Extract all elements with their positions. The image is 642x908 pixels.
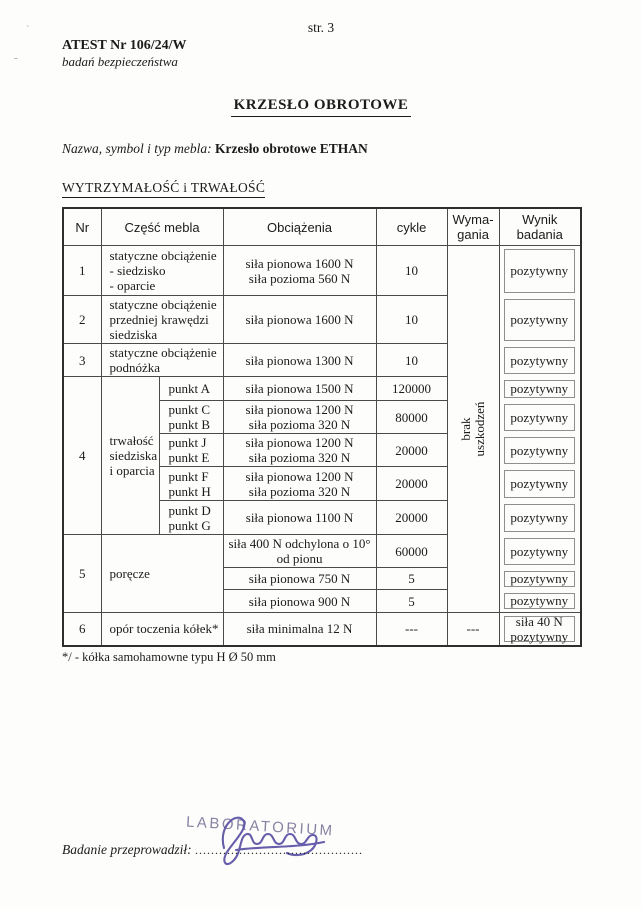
- result-box: pozytywny: [504, 538, 576, 565]
- row-number: 6: [63, 613, 101, 646]
- cycles-cell: 5: [376, 568, 447, 590]
- requirements-cell: ---: [447, 613, 499, 646]
- row-number: 5: [63, 535, 101, 613]
- cycles-cell: 5: [376, 590, 447, 613]
- col-header-nr: Nr: [63, 208, 101, 246]
- laboratory-stamp: LABORATORIUM: [185, 813, 336, 840]
- cycles-cell: 20000: [376, 434, 447, 467]
- load-cell: siła 400 N odchylona o 10° od pionu: [223, 535, 376, 568]
- result-box: pozytywny: [504, 571, 576, 587]
- result-cell: [499, 467, 581, 501]
- atest-header: [62, 38, 186, 70]
- part-cell: trwałość siedziska i oparcia: [101, 377, 159, 535]
- result-box: pozytywny: [504, 404, 576, 431]
- result-box: pozytywny: [504, 380, 576, 398]
- cycles-cell: 120000: [376, 377, 447, 401]
- scan-artifact: `: [26, 24, 30, 36]
- cycles-cell: 10: [376, 296, 447, 344]
- part-cell: poręcze: [101, 535, 223, 613]
- results-table-wrap: [62, 207, 582, 647]
- rotated-text: brak uszkodzeń: [458, 401, 488, 457]
- load-cell: siła pionowa 1200 N siła pozioma 320 N: [223, 434, 376, 467]
- col-header-result: Wynik badania: [499, 208, 581, 246]
- cycles-cell: 10: [376, 246, 447, 296]
- results-table: [62, 207, 582, 647]
- row-number: 4: [63, 377, 101, 535]
- result-box: pozytywny: [504, 437, 576, 464]
- result-box: pozytywny: [504, 249, 576, 293]
- cycles-cell: 20000: [376, 467, 447, 501]
- point-cell: punkt F punkt H: [159, 467, 223, 501]
- point-cell: punkt A: [159, 377, 223, 401]
- row-number: 3: [63, 344, 101, 377]
- furniture-name-value: Krzesło obrotowe ETHAN: [215, 141, 368, 156]
- point-cell: punkt D punkt G: [159, 501, 223, 535]
- load-cell: siła pionowa 750 N: [223, 568, 376, 590]
- title-row: [0, 96, 642, 117]
- part-cell: statyczne obciążenie podnóżka: [101, 344, 223, 377]
- result-cell: [499, 613, 581, 646]
- part-cell: statyczne obciążenie - siedzisko - oparcie: [101, 246, 223, 296]
- point-cell: punkt J punkt E: [159, 434, 223, 467]
- load-cell: siła pionowa 1600 N siła pozioma 560 N: [223, 246, 376, 296]
- cycles-cell: 80000: [376, 401, 447, 434]
- load-cell: siła pionowa 1200 N siła pozioma 320 N: [223, 401, 376, 434]
- result-cell: [499, 401, 581, 434]
- document-title: KRZESŁO OBROTOWE: [231, 97, 412, 117]
- cycles-cell: ---: [376, 613, 447, 646]
- signature-label: Badanie przeprowadził:: [62, 842, 195, 857]
- result-box: pozytywny: [504, 347, 576, 374]
- load-cell: siła pionowa 1200 N siła pozioma 320 N: [223, 467, 376, 501]
- row-number: 2: [63, 296, 101, 344]
- load-cell: siła pionowa 1300 N: [223, 344, 376, 377]
- load-cell: siła pionowa 1500 N: [223, 377, 376, 401]
- furniture-name-label: Nazwa, symbol i typ mebla:: [62, 141, 215, 156]
- part-cell: opór toczenia kółek*: [101, 613, 223, 646]
- result-box: pozytywny: [504, 470, 576, 498]
- cycles-cell: 60000: [376, 535, 447, 568]
- load-cell: siła pionowa 1100 N: [223, 501, 376, 535]
- cycles-cell: 20000: [376, 501, 447, 535]
- part-cell: statyczne obciążenie przedniej krawędzi siedziska: [101, 296, 223, 344]
- point-cell: punkt C punkt B: [159, 401, 223, 434]
- result-cell: [499, 590, 581, 613]
- result-cell: [499, 377, 581, 401]
- furniture-name-line: [62, 141, 368, 157]
- result-box: pozytywny: [504, 593, 576, 610]
- col-header-part: Część mebla: [101, 208, 223, 246]
- result-box: siła 40 N pozytywny: [504, 616, 576, 642]
- col-header-requirements: Wyma- gania: [447, 208, 499, 246]
- result-cell: [499, 344, 581, 377]
- col-header-cycles: cykle: [376, 208, 447, 246]
- load-cell: siła pionowa 1600 N: [223, 296, 376, 344]
- scan-artifact: -: [14, 52, 18, 64]
- atest-subtitle: badań bezpieczeństwa: [62, 54, 178, 69]
- col-header-load: Obciążenia: [223, 208, 376, 246]
- load-cell: siła minimalna 12 N: [223, 613, 376, 646]
- result-cell: [499, 535, 581, 568]
- signature-dots: ..........................................: [195, 843, 363, 857]
- page-number: str. 3: [307, 20, 335, 35]
- result-cell: [499, 434, 581, 467]
- signature-line: [62, 842, 363, 858]
- row-number: 1: [63, 246, 101, 296]
- result-box: pozytywny: [504, 299, 576, 341]
- load-cell: siła pionowa 900 N: [223, 590, 376, 613]
- footnote: */ - kółka samohamowne typu H Ø 50 mm: [62, 650, 276, 664]
- result-cell: [499, 568, 581, 590]
- result-box: pozytywny: [504, 504, 576, 532]
- section-heading: WYTRZYMAŁOŚĆ i TRWAŁOŚĆ: [62, 180, 265, 198]
- requirements-cell: [447, 246, 499, 613]
- result-cell: [499, 246, 581, 296]
- cycles-cell: 10: [376, 344, 447, 377]
- result-cell: [499, 501, 581, 535]
- result-cell: [499, 296, 581, 344]
- atest-number: ATEST Nr 106/24/W: [62, 38, 187, 53]
- handwritten-signature: [208, 804, 343, 876]
